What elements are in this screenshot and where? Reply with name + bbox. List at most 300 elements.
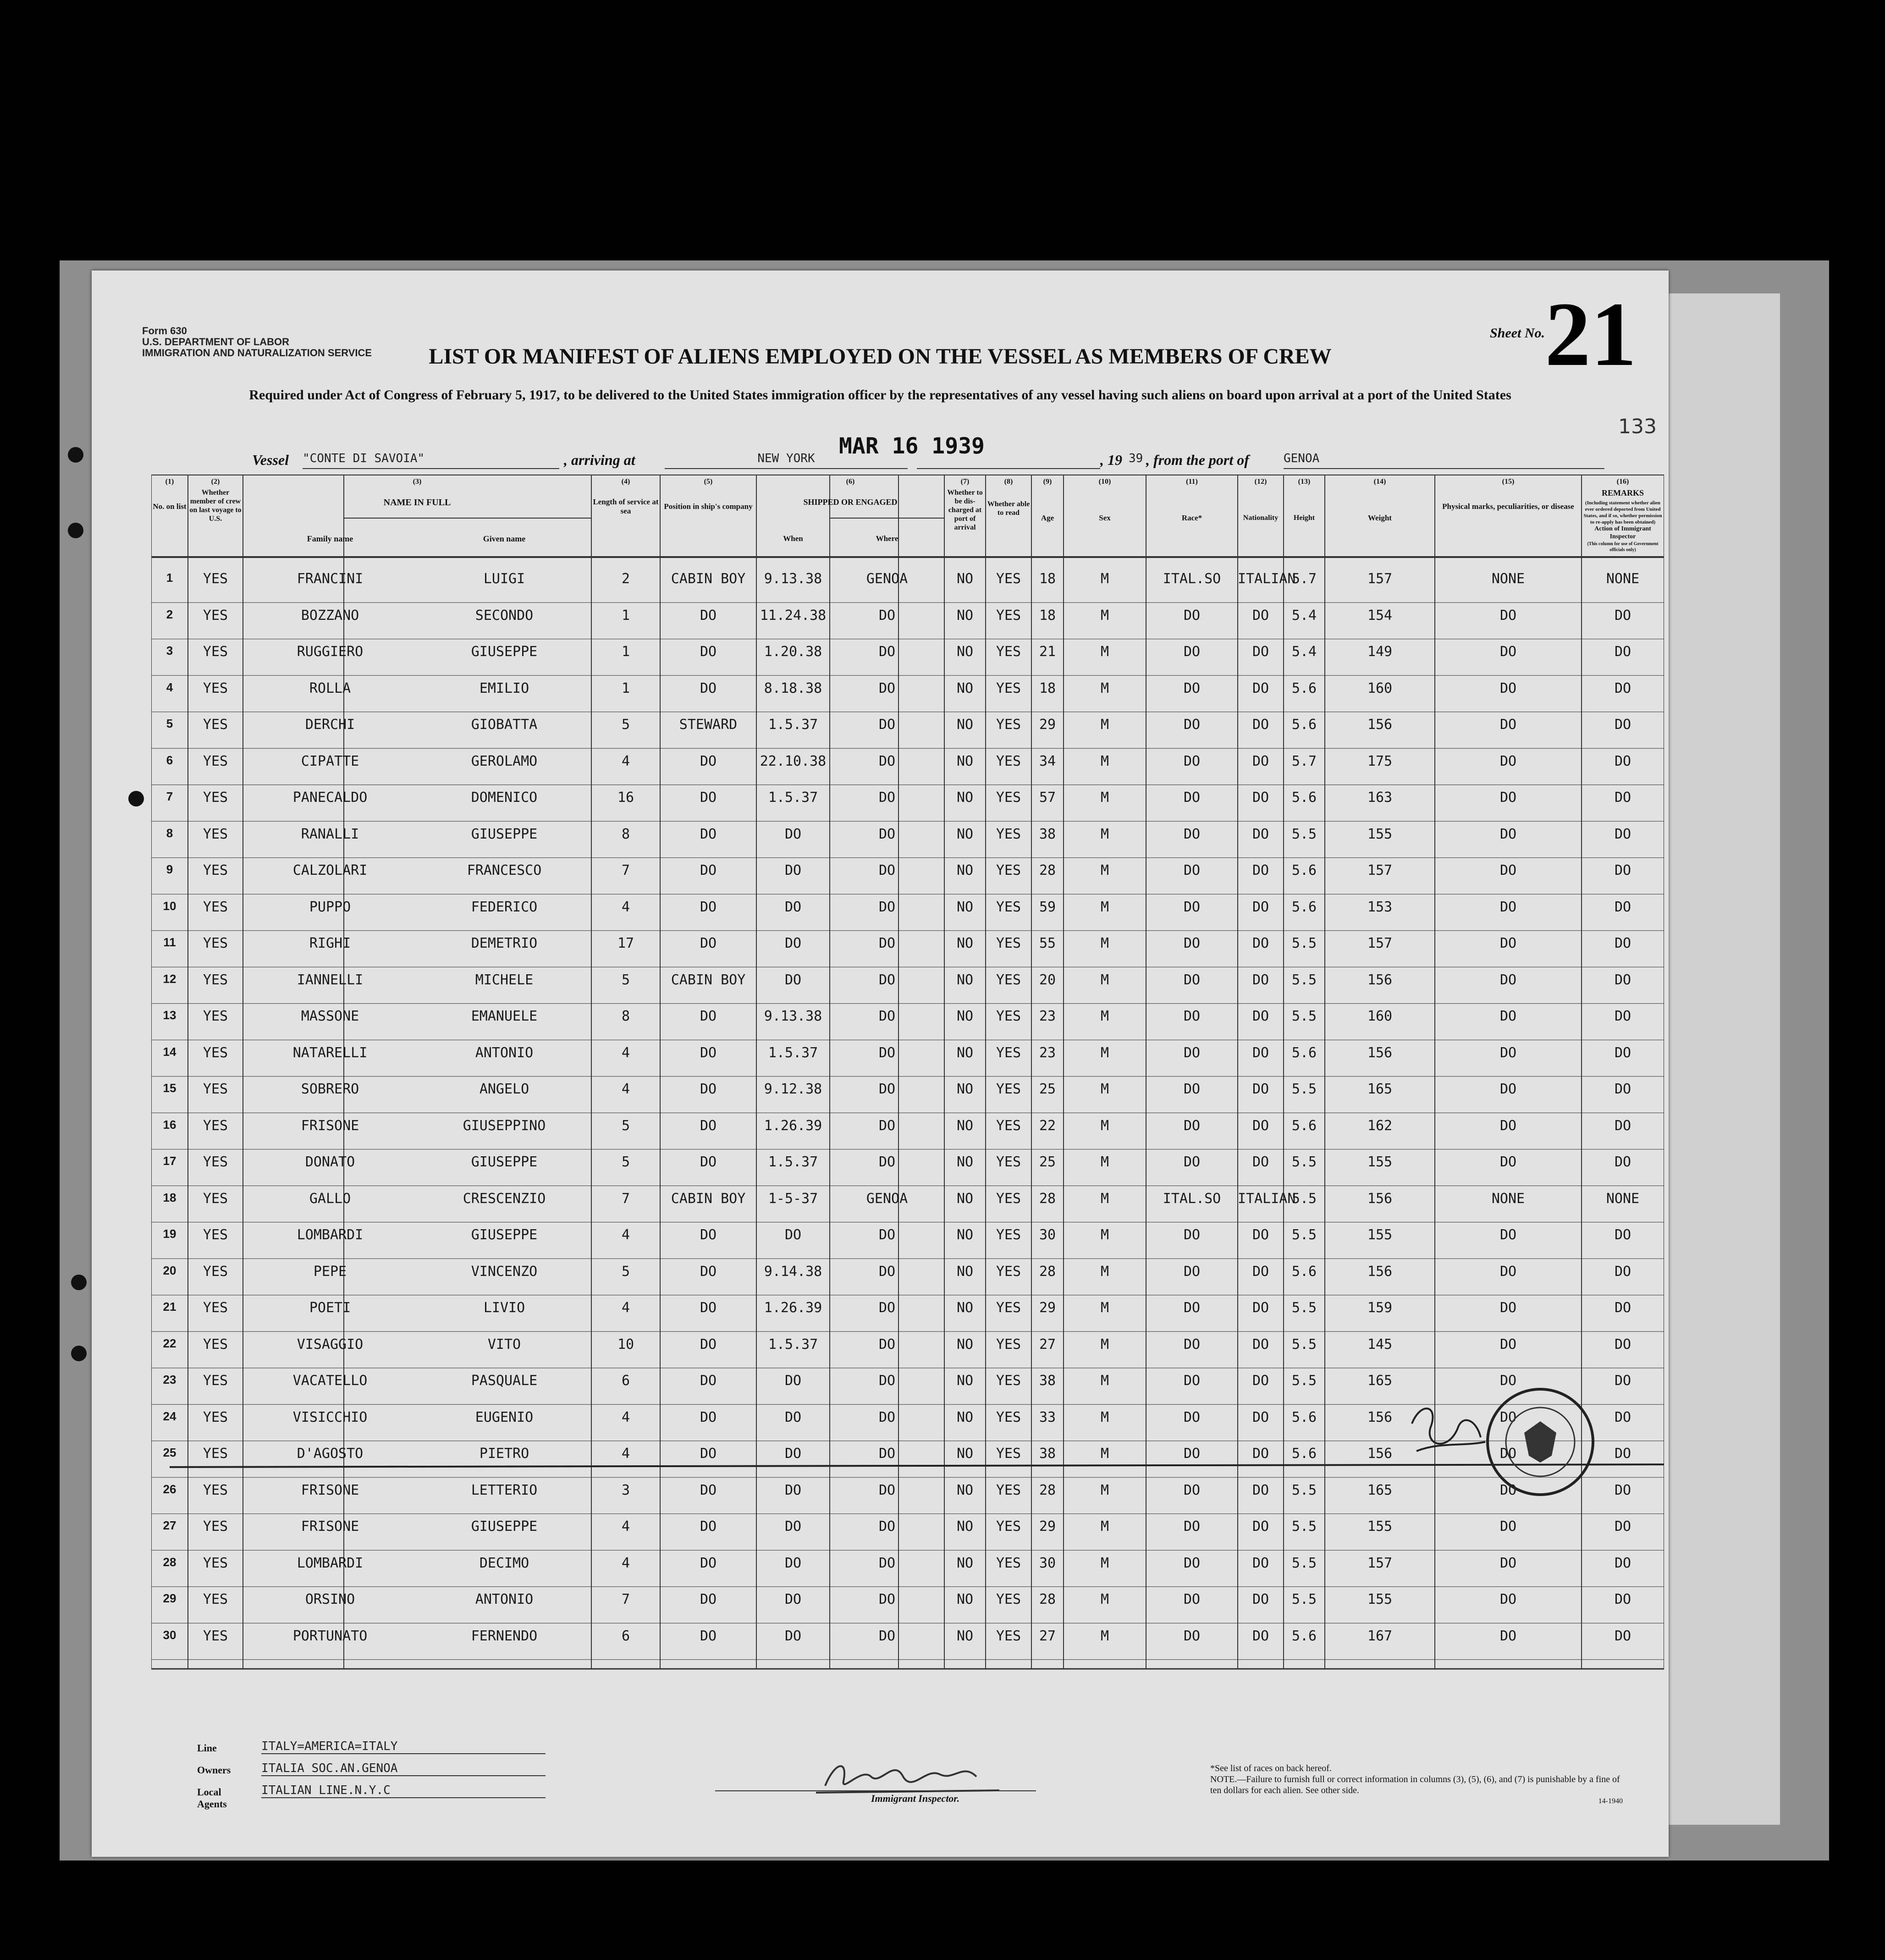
shipped-where: GENOA: [866, 571, 908, 587]
discharged: NO: [956, 1227, 974, 1243]
physical-marks: DO: [1499, 753, 1517, 769]
able-to-read: YES: [996, 607, 1021, 624]
physical-marks: DO: [1499, 1008, 1517, 1024]
agents-value: ITALIAN LINE.N.Y.C: [261, 1783, 546, 1798]
form-identifier: Form 630 U.S. DEPARTMENT OF LABOR IMMIGRATION AND NATURALIZATION SERVICE: [142, 325, 372, 359]
row-number: 24: [163, 1409, 176, 1423]
age: 23: [1039, 1008, 1056, 1024]
shipped-where: DO: [878, 1628, 896, 1644]
length-service: 7: [621, 1591, 630, 1607]
sex: M: [1100, 1044, 1109, 1061]
length-service: 7: [621, 862, 630, 878]
family-name: D'AGOSTO: [297, 1446, 364, 1462]
crew-member: YES: [203, 717, 228, 733]
column-number: (4): [621, 478, 630, 486]
position: DO: [700, 1518, 717, 1535]
remarks: DO: [1614, 1482, 1631, 1498]
sex: M: [1100, 571, 1109, 587]
port-label: , from the port of: [1146, 452, 1249, 468]
family-name: LOMBARDI: [297, 1555, 364, 1571]
weight: 160: [1367, 680, 1393, 696]
sex: M: [1100, 972, 1109, 988]
given-name: PASQUALE: [471, 1373, 538, 1389]
nationality: DO: [1252, 644, 1269, 660]
crew-member: YES: [203, 1117, 228, 1134]
physical-marks: NONE: [1491, 571, 1525, 587]
discharged: NO: [956, 1409, 974, 1425]
physical-marks: DO: [1499, 1336, 1517, 1353]
crew-member: YES: [203, 1263, 228, 1280]
shipped-when: 9.13.38: [764, 1008, 822, 1024]
physical-marks: DO: [1499, 1154, 1517, 1170]
height: 5.6: [1291, 899, 1317, 915]
sex: M: [1100, 1336, 1109, 1353]
discharged: NO: [956, 1263, 974, 1280]
given-name: GEROLAMO: [471, 753, 538, 769]
remarks: DO: [1614, 644, 1631, 660]
header-when: When: [783, 534, 803, 543]
length-service: 5: [621, 1263, 630, 1280]
header-physical: Physical marks, peculiarities, or disease: [1442, 502, 1574, 511]
shipped-where: GENOA: [866, 1190, 908, 1207]
remarks: DO: [1614, 1227, 1631, 1243]
crew-member: YES: [203, 826, 228, 842]
header-height: Height: [1293, 514, 1315, 522]
column-number: (16): [1616, 478, 1629, 486]
able-to-read: YES: [996, 935, 1021, 951]
given-name: PIETRO: [479, 1446, 529, 1462]
length-service: 3: [621, 1482, 630, 1498]
physical-marks: DO: [1499, 1591, 1517, 1607]
length-service: 4: [621, 1227, 630, 1243]
age: 38: [1039, 826, 1056, 842]
height: 5.5: [1291, 1591, 1317, 1607]
height: 5.5: [1291, 1008, 1317, 1024]
length-service: 5: [621, 1154, 630, 1170]
weight: 155: [1367, 1518, 1393, 1535]
physical-marks: DO: [1499, 1482, 1517, 1498]
sex: M: [1100, 1190, 1109, 1207]
remarks: DO: [1614, 1263, 1631, 1280]
given-name: ANTONIO: [475, 1044, 534, 1061]
family-name: GALLO: [309, 1190, 351, 1207]
remarks: DO: [1614, 607, 1631, 624]
discharged: NO: [956, 1300, 974, 1316]
row-number: 17: [163, 1154, 176, 1168]
race: DO: [1183, 717, 1201, 733]
remarks: DO: [1614, 862, 1631, 878]
able-to-read: YES: [996, 1482, 1021, 1498]
crew-member: YES: [203, 1482, 228, 1498]
race: DO: [1183, 1300, 1201, 1316]
row-number: 15: [163, 1081, 176, 1095]
height: 5.6: [1291, 680, 1317, 696]
position: DO: [700, 1336, 717, 1353]
position: DO: [700, 935, 717, 951]
race: ITAL.SO: [1163, 571, 1221, 587]
crew-member: YES: [203, 1628, 228, 1644]
weight: 156: [1367, 1409, 1393, 1425]
inspector-signature: [807, 1749, 1091, 1800]
position: DO: [700, 1154, 717, 1170]
age: 34: [1039, 753, 1056, 769]
physical-marks: DO: [1499, 680, 1517, 696]
length-service: 6: [621, 1373, 630, 1389]
sex: M: [1100, 1482, 1109, 1498]
age: 18: [1039, 607, 1056, 624]
nationality: DO: [1252, 1154, 1269, 1170]
physical-marks: DO: [1499, 1117, 1517, 1134]
given-name: DECIMO: [479, 1555, 529, 1571]
nationality: DO: [1252, 1044, 1269, 1061]
remarks: DO: [1614, 1628, 1631, 1644]
sex: M: [1100, 899, 1109, 915]
crew-member: YES: [203, 1081, 228, 1097]
arriving-label: , arriving at: [564, 452, 635, 468]
row-number: 19: [163, 1227, 176, 1241]
remarks: DO: [1614, 1518, 1631, 1535]
shipped-when: 9.12.38: [764, 1081, 822, 1097]
weight: 155: [1367, 1227, 1393, 1243]
race: DO: [1183, 680, 1201, 696]
position: DO: [700, 1373, 717, 1389]
discharged: NO: [956, 1446, 974, 1462]
crew-member: YES: [203, 1227, 228, 1243]
given-name: GIUSEPPE: [471, 644, 538, 660]
discharged: NO: [956, 1482, 974, 1498]
remarks: DO: [1614, 899, 1631, 915]
length-service: 2: [621, 571, 630, 587]
discharged: NO: [956, 753, 974, 769]
able-to-read: YES: [996, 899, 1021, 915]
shipped-where: DO: [878, 753, 896, 769]
sex: M: [1100, 1263, 1109, 1280]
height: 5.5: [1291, 935, 1317, 951]
remarks: DO: [1614, 1409, 1631, 1425]
row-number: 14: [163, 1044, 176, 1059]
sex: M: [1100, 1591, 1109, 1607]
crew-member: YES: [203, 1446, 228, 1462]
able-to-read: YES: [996, 1263, 1021, 1280]
vessel-label: Vessel: [252, 452, 289, 468]
able-to-read: YES: [996, 680, 1021, 696]
discharged: NO: [956, 972, 974, 988]
nationality: DO: [1252, 1591, 1269, 1607]
shipped-when: DO: [784, 1518, 802, 1535]
crew-member: YES: [203, 862, 228, 878]
crew-member: YES: [203, 1008, 228, 1024]
height: 5.7: [1291, 571, 1317, 587]
given-name: DOMENICO: [471, 790, 538, 806]
given-name: EMANUELE: [471, 1008, 538, 1024]
weight: 153: [1367, 899, 1393, 915]
given-name: MICHELE: [475, 972, 534, 988]
given-name: GIUSEPPE: [471, 1227, 538, 1243]
given-name: LIVIO: [483, 1300, 525, 1316]
race: DO: [1183, 1081, 1201, 1097]
shipped-when: DO: [784, 1446, 802, 1462]
sex: M: [1100, 826, 1109, 842]
row-number: 7: [166, 790, 173, 803]
header-action: Action of Immigrant Inspector: [1594, 525, 1651, 540]
shipped-when: 9.14.38: [764, 1263, 822, 1280]
race: DO: [1183, 1628, 1201, 1644]
remarks: DO: [1614, 1044, 1631, 1061]
position: DO: [700, 1446, 717, 1462]
able-to-read: YES: [996, 1446, 1021, 1462]
shipped-when: DO: [784, 826, 802, 842]
remarks: DO: [1614, 1373, 1631, 1389]
nationality: DO: [1252, 1081, 1269, 1097]
height: 5.6: [1291, 790, 1317, 806]
family-name: FRISONE: [301, 1117, 359, 1134]
able-to-read: YES: [996, 1409, 1021, 1425]
subtitle: Required under Act of Congress of February 5, 1917, to be delivered to the United States immigration officer by the representatives of any vessel having such aliens on board upon arrival at a port of the United States: [249, 387, 1511, 403]
physical-marks: DO: [1499, 1409, 1517, 1425]
sex: M: [1100, 1518, 1109, 1535]
sex: M: [1100, 1555, 1109, 1571]
shipped-where: DO: [878, 717, 896, 733]
age: 29: [1039, 1300, 1056, 1316]
footnotes: [1210, 1763, 1623, 1807]
nationality: DO: [1252, 753, 1269, 769]
header-able-read: Whether able to read: [987, 500, 1030, 517]
height: 5.6: [1291, 1117, 1317, 1134]
print-code: 14-1940: [1598, 1797, 1623, 1805]
nationality: DO: [1252, 1409, 1269, 1425]
position: DO: [700, 1591, 717, 1607]
row-number: 4: [166, 680, 173, 694]
given-name: SECONDO: [475, 607, 534, 624]
race: DO: [1183, 1482, 1201, 1498]
nationality: DO: [1252, 790, 1269, 806]
age: 28: [1039, 1190, 1056, 1207]
manifest-page: [92, 271, 1669, 1857]
position: DO: [700, 899, 717, 915]
age: 18: [1039, 680, 1056, 696]
shipped-when: 1.5.37: [768, 1336, 818, 1353]
race: DO: [1183, 644, 1201, 660]
discharged: NO: [956, 826, 974, 842]
weight: 155: [1367, 826, 1393, 842]
race: DO: [1183, 1373, 1201, 1389]
race: DO: [1183, 899, 1201, 915]
race: DO: [1183, 972, 1201, 988]
able-to-read: YES: [996, 790, 1021, 806]
weight: 162: [1367, 1117, 1393, 1134]
column-number: (12): [1254, 478, 1267, 486]
race: DO: [1183, 1555, 1201, 1571]
able-to-read: YES: [996, 862, 1021, 878]
family-name: RIGHI: [309, 935, 351, 951]
able-to-read: YES: [996, 1117, 1021, 1134]
physical-marks: DO: [1499, 1227, 1517, 1243]
length-service: 8: [621, 826, 630, 842]
length-service: 4: [621, 1409, 630, 1425]
header-action-sub: (This column for use of Government officials only): [1587, 541, 1659, 552]
height: 5.5: [1291, 1154, 1317, 1170]
row-number: 8: [166, 826, 173, 840]
race: DO: [1183, 935, 1201, 951]
remarks: DO: [1614, 972, 1631, 988]
shipped-when: 1.5.37: [768, 1044, 818, 1061]
row-number: 25: [163, 1446, 176, 1459]
sex: M: [1100, 1081, 1109, 1097]
shipped-when: DO: [784, 1628, 802, 1644]
position: DO: [700, 1628, 717, 1644]
age: 38: [1039, 1446, 1056, 1462]
line-value: ITALY=AMERICA=ITALY: [261, 1739, 546, 1754]
position: DO: [700, 607, 717, 624]
sex: M: [1100, 790, 1109, 806]
given-name: LETTERIO: [471, 1482, 538, 1498]
physical-marks: DO: [1499, 607, 1517, 624]
family-name: LOMBARDI: [297, 1227, 364, 1243]
remarks: DO: [1614, 1555, 1631, 1571]
length-service: 17: [617, 935, 634, 951]
header-discharged: Whether to be dis-charged at port of arrival: [947, 489, 983, 531]
shipped-when: DO: [784, 862, 802, 878]
header-where: Where: [876, 534, 898, 543]
sex: M: [1100, 644, 1109, 660]
family-name: SOBRERO: [301, 1081, 359, 1097]
date-underline: [917, 452, 1100, 469]
able-to-read: YES: [996, 1300, 1021, 1316]
header-shipped: SHIPPED OR ENGAGED: [803, 497, 898, 507]
header-remarks: REMARKS: [1601, 488, 1644, 497]
able-to-read: YES: [996, 1154, 1021, 1170]
shipped-where: DO: [878, 972, 896, 988]
crew-member: YES: [203, 607, 228, 624]
nationality: DO: [1252, 935, 1269, 951]
family-name: CALZOLARI: [292, 862, 368, 878]
shipped-where: DO: [878, 680, 896, 696]
crew-member: YES: [203, 644, 228, 660]
race: DO: [1183, 1446, 1201, 1462]
weight: 154: [1367, 607, 1393, 624]
length-service: 7: [621, 1190, 630, 1207]
shipped-when: DO: [784, 935, 802, 951]
remarks: DO: [1614, 753, 1631, 769]
nationality: ITALIAN: [1238, 1190, 1296, 1207]
discharged: NO: [956, 899, 974, 915]
crew-member: YES: [203, 680, 228, 696]
height: 5.4: [1291, 644, 1317, 660]
nationality: DO: [1252, 862, 1269, 878]
remarks: NONE: [1606, 571, 1640, 587]
height: 5.6: [1291, 1263, 1317, 1280]
physical-marks: DO: [1499, 1446, 1517, 1462]
family-name: FRANCINI: [297, 571, 364, 587]
shipped-where: DO: [878, 644, 896, 660]
able-to-read: YES: [996, 1190, 1021, 1207]
sex: M: [1100, 680, 1109, 696]
age: 57: [1039, 790, 1056, 806]
nationality: DO: [1252, 1518, 1269, 1535]
able-to-read: YES: [996, 1081, 1021, 1097]
height: 5.5: [1291, 1081, 1317, 1097]
shipped-when: DO: [784, 1373, 802, 1389]
sex: M: [1100, 717, 1109, 733]
crew-member: YES: [203, 1190, 228, 1207]
height: 5.6: [1291, 862, 1317, 878]
row-number: 11: [163, 935, 176, 949]
nationality: DO: [1252, 972, 1269, 988]
sex: M: [1100, 935, 1109, 951]
race: DO: [1183, 1227, 1201, 1243]
column-number: (11): [1186, 478, 1198, 486]
length-service: 10: [617, 1336, 634, 1353]
shipped-when: 1.26.39: [764, 1300, 822, 1316]
weight: 163: [1367, 790, 1393, 806]
year-value: 39: [1129, 452, 1143, 465]
column-number: (7): [960, 478, 970, 486]
shipped-where: DO: [878, 1081, 896, 1097]
header-age: Age: [1041, 513, 1054, 522]
height: 5.5: [1291, 826, 1317, 842]
sex: M: [1100, 1300, 1109, 1316]
discharged: NO: [956, 717, 974, 733]
age: 25: [1039, 1081, 1056, 1097]
physical-marks: DO: [1499, 644, 1517, 660]
family-name: FRISONE: [301, 1518, 359, 1535]
column-number: (6): [846, 478, 855, 486]
discharged: NO: [956, 1081, 974, 1097]
shipped-where: DO: [878, 607, 896, 624]
given-name: FERNENDO: [471, 1628, 538, 1644]
height: 5.5: [1291, 1482, 1317, 1498]
length-service: 4: [621, 753, 630, 769]
family-name: ORSINO: [305, 1591, 355, 1607]
shipped-where: DO: [878, 935, 896, 951]
footnote-fine: NOTE.—Failure to furnish full or correct information in columns (3), (5), (6), and (7) is punishable by a fine of ten dollars for each alien. See other side.: [1210, 1774, 1620, 1795]
physical-marks: DO: [1499, 1373, 1517, 1389]
age: 18: [1039, 571, 1056, 587]
given-name: GIUSEPPINO: [463, 1117, 546, 1134]
row-number: 22: [163, 1336, 176, 1350]
weight: 157: [1367, 862, 1393, 878]
crew-member: YES: [203, 972, 228, 988]
able-to-read: YES: [996, 753, 1021, 769]
shipped-when: 9.13.38: [764, 571, 822, 587]
nationality: DO: [1252, 1117, 1269, 1134]
shipped-when: DO: [784, 1591, 802, 1607]
given-name: ANGELO: [479, 1081, 529, 1097]
height: 5.5: [1291, 1300, 1317, 1316]
length-service: 4: [621, 1044, 630, 1061]
discharged: NO: [956, 935, 974, 951]
given-name: FEDERICO: [471, 899, 538, 915]
crew-member: YES: [203, 1555, 228, 1571]
inspector-line: [715, 1790, 1036, 1791]
position: DO: [700, 644, 717, 660]
page-title: LIST OR MANIFEST OF ALIENS EMPLOYED ON THE VESSEL AS MEMBERS OF CREW: [429, 344, 1332, 369]
discharged: NO: [956, 1373, 974, 1389]
sex: M: [1100, 753, 1109, 769]
shipped-when: DO: [784, 1409, 802, 1425]
physical-marks: DO: [1499, 826, 1517, 842]
row-number: 2: [166, 607, 173, 621]
family-name: VISICCHIO: [292, 1409, 368, 1425]
age: 22: [1039, 1117, 1056, 1134]
able-to-read: YES: [996, 1373, 1021, 1389]
age: 38: [1039, 1373, 1056, 1389]
age: 28: [1039, 1591, 1056, 1607]
discharged: NO: [956, 680, 974, 696]
shipped-when: DO: [784, 899, 802, 915]
weight: 165: [1367, 1373, 1393, 1389]
given-name: EUGENIO: [475, 1409, 534, 1425]
